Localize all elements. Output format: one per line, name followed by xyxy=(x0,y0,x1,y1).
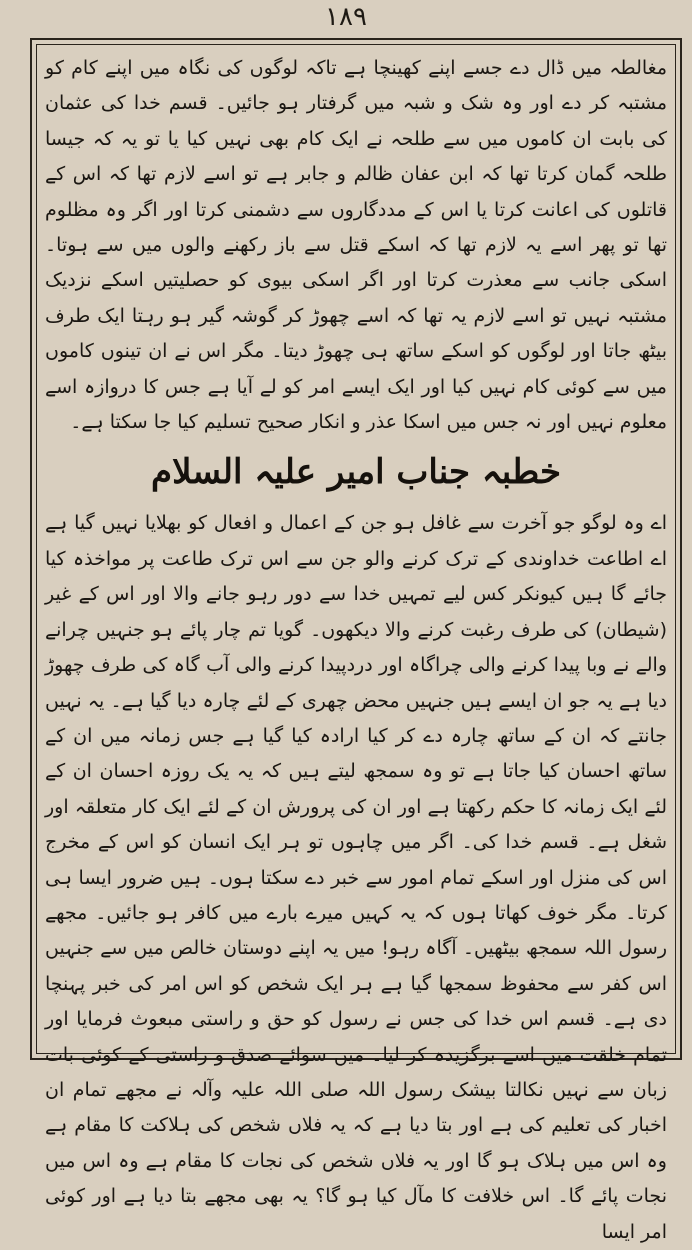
sermon-heading: خطبہ جناب امیر علیہ السلام xyxy=(151,452,561,493)
intro-paragraph: مغالطہ میں ڈال دے جسے اپنے کھینچا ہے تاکہ لوگوں کی نگاہ میں اپنے کام کو مشتبہ کر دے اور وہ شک و شبہ میں گرفتار ہو جائیں۔ قسم خدا کی عثمان کی بابت ان کاموں میں سے طلحہ نے ایک کام بھی نہیں کیا یا تو یہ کہ جیسا طلحہ گمان کرتا تھا کہ ابن عفان ظالم و جابر ہے تو اسے لازم تھا کہ اس کے قاتلوں کی اعانت کرتا یا اس کے مددگاروں سے دشمنی کرتا اور اگر وہ مظلوم تھا تو پھر اسے یہ لازم تھا کہ اسکے قتل سے باز رکھنے والوں میں سے ہوتا۔ اسکی جانب سے معذرت کرتا اور اگر اسکی بیوی کو حصلیتیں اسکے نزدیک مشتبہ نہیں تو اسے لازم یہ تھا کہ اسے چھوڑ کر گوشہ گیر ہو رہتا ایک طرف بیٹھ جاتا اور لوگوں کو اسکے ساتھ ہی چھوڑ دیتا۔ مگر اس نے ان تینوں کاموں میں سے کوئی کام نہیں کیا اور ایک ایسے امر کو لے آیا ہے جس کا دروازہ اسے معلوم نہیں اور نہ جس میں اسکا عذر و انکار صحیح تسلیم کیا جا سکتا ہے۔ xyxy=(45,57,667,434)
page-content xyxy=(45,51,667,1250)
page-border-inner xyxy=(36,44,676,1243)
page-number: ۱۸۹ xyxy=(325,2,367,32)
sermon-paragraph: اے وہ لوگو جو آخرت سے غافل ہو جن کے اعمال و افعال کو بھلایا نہیں گیا ہے اے اطاعت خداوندی کے ترک کرنے والو جن سے اس ترک طاعت پر مواخذہ کیا جائے گا ہیں کیونکر کس لیے تمہیں خدا سے دور رہو جانے والا اور اس کے غیر (شیطان) کی طرف رغبت کرنے والا دیکھوں۔ گویا تم چار پائے ہو جنہیں چرانے والے نے وبا پیدا کرنے والی چراگاہ اور دردپیدا کرنے والی آب گاہ کی طرف چھوڑ دیا ہے یہ جو ان ایسے ہیں جنہیں محض چھری کے لئے چارہ دیا گیا ہے۔ یہ نہیں جانتے کہ ان کے ساتھ چارہ دے کر کیا ارادہ کیا گیا ہے جس زمانہ میں ان کے ساتھ احسان کیا جاتا ہے تو وہ سمجھ لیتے ہیں کہ یہ یک روزہ احسان ان کے لئے ایک زمانہ کا حکم رکھتا ہے اور ان کی پرورش ان کے لئے ایک کار متعلقہ اور شغل ہے۔ قسم خدا کی۔ اگر میں چاہوں تو ہر ایک انسان کو اس کے مخرج اس کی منزل اور اسکے تمام امور سے خبر دے سکتا ہوں۔ ہیں ضرور ایسا ہی کرتا۔ مگر خوف کھاتا ہوں کہ یہ کہیں میرے بارے میں کافر ہو جائیں۔ مجھے رسول اللہ سمجھ بیٹھیں۔ آگاہ رہو! میں یہ اپنے دوستان خالص میں سے جنہیں اس کفر سے محفوظ سمجھا گیا ہے ہر ایک شخص کو اس امر کی خبر پہنچا دی ہے۔ قسم اس خدا کی جس نے رسول کو حق و راستی مبعوث فرمایا اور تمام خلقت میں اسے برگزیدہ کر لیا۔ میں سوائے صدق و راستی کے کوئی بات زبان سے نہیں نکالتا بیشک رسول اللہ صلی اللہ علیہ وآلہ نے مجھے تمام ان اخبار کی تعلیم کی ہے اور بتا دیا ہے کہ یہ فلاں شخص کی ہلاکت کا مقام ہے وہ اس میں ہلاک ہو گا اور یہ فلاں شخص کی نجات کا مقام ہے وہ اس میں نجات پائے گا۔ اس خلافت کا مآل کیا ہو گا؟ یہ بھی مجھے بتا دیا ہے اور کوئی امر ایسا xyxy=(45,512,667,1243)
